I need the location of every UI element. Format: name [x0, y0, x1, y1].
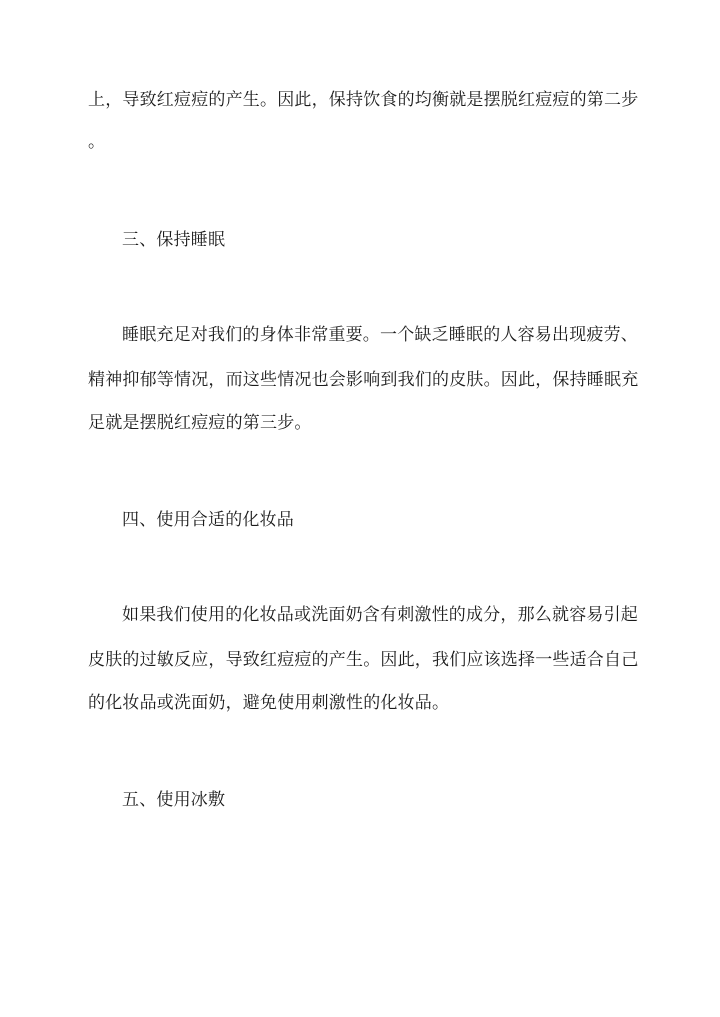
paragraph-line: 足就是摆脱红痘痘的第三步。	[88, 413, 312, 433]
section-heading-ice-compress: 五、使用冰敷	[122, 790, 226, 810]
paragraph-line: 。	[88, 132, 106, 152]
paragraph-line: 睡眠充足对我们的身体非常重要。一个缺乏睡眠的人容易出现疲劳、	[122, 325, 638, 345]
paragraph-line: 上，导致红痘痘的产生。因此，保持饮食的均衡就是摆脱红痘痘的第二步	[88, 90, 639, 110]
paragraph-line: 皮肤的过敏反应，导致红痘痘的产生。因此，我们应该选择一些适合自己	[88, 650, 639, 670]
paragraph-line: 精神抑郁等情况，而这些情况也会影响到我们的皮肤。因此，保持睡眠充	[88, 370, 639, 390]
section-heading-cosmetics: 四、使用合适的化妆品	[122, 510, 294, 530]
section-heading-sleep: 三、保持睡眠	[122, 230, 226, 250]
paragraph-line: 的化妆品或洗面奶，避免使用刺激性的化妆品。	[88, 693, 450, 713]
paragraph-line: 如果我们使用的化妆品或洗面奶含有刺激性的成分，那么就容易引起	[122, 605, 638, 625]
